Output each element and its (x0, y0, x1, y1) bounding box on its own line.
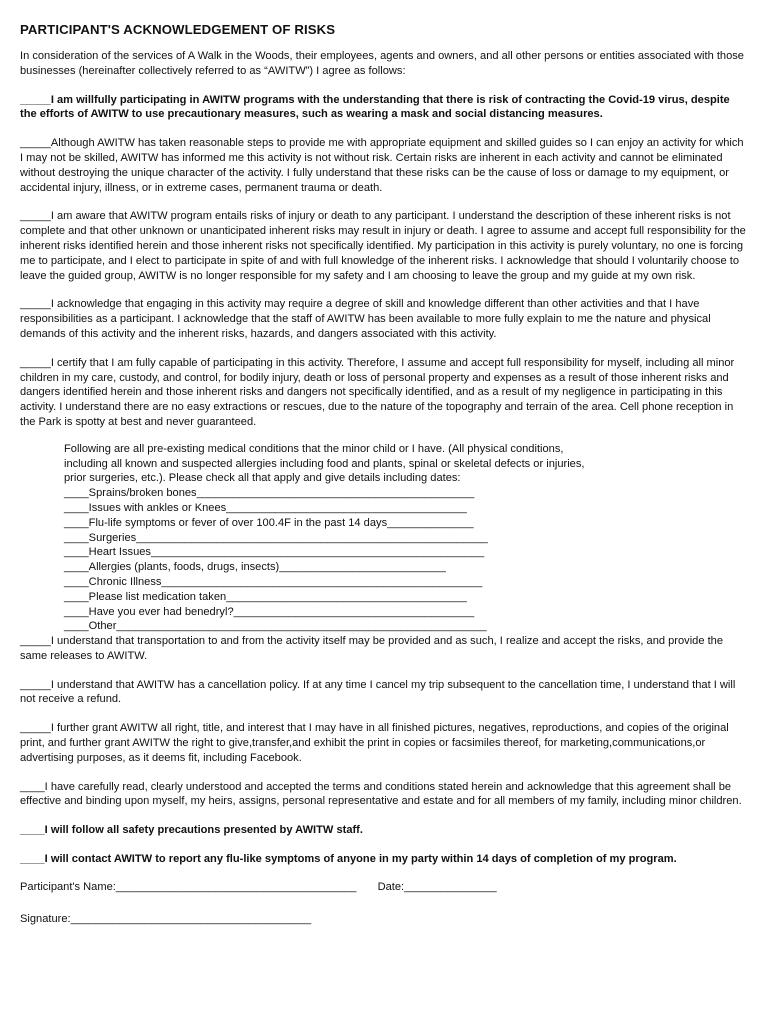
waiver-document (20, 18, 747, 945)
date-field[interactable]: Date:_______________ (377, 880, 497, 893)
medical-intro-line: including all known and suspected allergies including food and plants, spinal or skeletal defects or injuries, (64, 457, 585, 470)
flu-report-statement: ____I will contact AWITW to report any flu-like symptoms of anyone in my party within 14 days of completion of my program. (20, 853, 677, 866)
medical-item-sprains[interactable]: ____Sprains/broken bones_____________________________________________ (64, 487, 475, 500)
intro-paragraph: In consideration of the services of A Walk in the Woods, their employees, agents and owners, and all other persons or entities associated with those businesses (hereinafter collectively referred to as “AWITW”) I agree as follows: (20, 50, 744, 77)
medical-item-benedryl[interactable]: ____Have you ever had benedryl?_______________________________________ (64, 605, 475, 618)
equipment-risk-clause: _____Although AWITW has taken reasonable steps to provide me with appropriate equipment and skilled guides so I can enjoy an activity for which I may not be skilled, AWITW has informed me this activity is not without risk. Certain risks are inherent in each activity and cannot be eliminated without destroying the unique character of the activity. I fully understand that these risks can be the cause of loss or damage to my equipment, or accidental injury, illness, or in extreme cases, permanent trauma or death. (20, 137, 744, 194)
medical-intro-line: prior surgeries, etc.). Please check all that apply and give details including dates: (64, 472, 461, 485)
inherent-risk-clause: _____I am aware that AWITW program entails risks of injury or death to any participant. I understand the description of these inherent risks is not complete and that other unknown or unanticipated inherent risks may result in injury or death. I agree to assume and accept full responsibility for the inherent risks identified herein and those inherent risks not specifically identified. My participation in this activity is purely voluntary, no one is forcing me to participate, and I elect to participate in spite of and with full knowledge of the inherent risks. I acknowledge that should I voluntarily choose to leave the guided group, AWITW is no longer responsible for my safety and I am choosing to leave the group and my guide at my own risk. (20, 210, 746, 282)
capability-clause: _____I certify that I am fully capable of participating in this activity. Therefore, I assume and accept full responsibility for myself, including all minor children in my care, custody, and control, for bodily injury, death or loss of personal property and expenses as a result of those inherent risks and dangers identified herein and those inherent risks and dangers not specifically identified, and as a result of my negligence in participating in this activity. I understand there are no easy extractions or rescues, due to the nature of the topography and terrain of the area. Cell phone reception in the Park is spotty at best and never guaranteed. (20, 356, 735, 428)
medical-intro-line: Following are all pre-existing medical conditions that the minor child or I have. (All physical conditions, (64, 442, 564, 455)
medical-item-heart-issues[interactable]: ____Heart Issues______________________________________________________ (64, 546, 485, 559)
medical-item-other[interactable]: ____Other____________________________________________________________ (64, 620, 487, 633)
skill-acknowledgement-clause: _____I acknowledge that engaging in this activity may require a degree of skill and knowledge different than other activities and that I have responsibilities as a participant. I acknowledge that the staff of AWITW has been available to more fully explain to me the nature and physical demands of this activity and the inherent risks, hazards, and dangers associated with this activity. (20, 298, 711, 340)
safety-precautions-statement: ____I will follow all safety precautions presented by AWITW staff. (20, 824, 363, 837)
participant-name-field[interactable]: Participant's Name:_______________________________________ (20, 880, 357, 893)
medical-item-chronic-illness[interactable]: ____Chronic Illness____________________________________________________ (64, 575, 483, 588)
cancellation-clause: _____I understand that AWITW has a cancellation policy. If at any time I cancel my trip subsequent to the cancellation time, I understand that I will not receive a refund. (20, 678, 736, 706)
signature-row (20, 913, 747, 925)
medical-item-medication[interactable]: ____Please list medication taken_______________________________________ (64, 590, 467, 603)
participant-name-row (20, 881, 747, 893)
covid-clause: _____I am willfully participating in AWITW programs with the understanding that there is risk of contracting the Covid-19 virus, despite the efforts of AWITW to use precautionary measures, such as wearing a mask and social distancing measures. (20, 93, 730, 121)
medical-item-surgeries[interactable]: ____Surgeries_________________________________________________________ (64, 531, 488, 544)
medical-conditions-section (64, 442, 747, 634)
signature-field[interactable]: Signature:_______________________________________ (20, 912, 312, 925)
document-title: PARTICIPANT'S ACKNOWLEDGEMENT OF RISKS (20, 22, 336, 37)
binding-agreement-clause: ____I have carefully read, clearly understood and accepted the terms and conditions stated herein and acknowledge that this agreement shall be effective and binding upon myself, my heirs, assigns, personal representative and estate and for all members of my family, including minor children. (20, 780, 742, 808)
medical-item-allergies[interactable]: ____Allergies (plants, foods, drugs, insects)___________________________ (64, 561, 446, 574)
medical-item-ankles-knees[interactable]: ____Issues with ankles or Knees_______________________________________ (64, 501, 467, 514)
transportation-clause: _____I understand that transportation to and from the activity itself may be provided and as such, I realize and accept the risks, and provide the same releases to AWITW. (20, 635, 724, 662)
medical-item-flu-symptoms[interactable]: ____Flu-life symptoms or fever of over 100.4F in the past 14 days______________ (64, 516, 474, 529)
media-rights-clause: _____I further grant AWITW all right, title, and interest that I may have in all finished pictures, negatives, reproductions, and copies of the original print, and further grant AWITW the right to give,transfer,and exhibit the print in copies or facsimiles thereof, for marketing,communications,or advertising purposes, as it deems fit, including Facebook. (20, 722, 729, 764)
